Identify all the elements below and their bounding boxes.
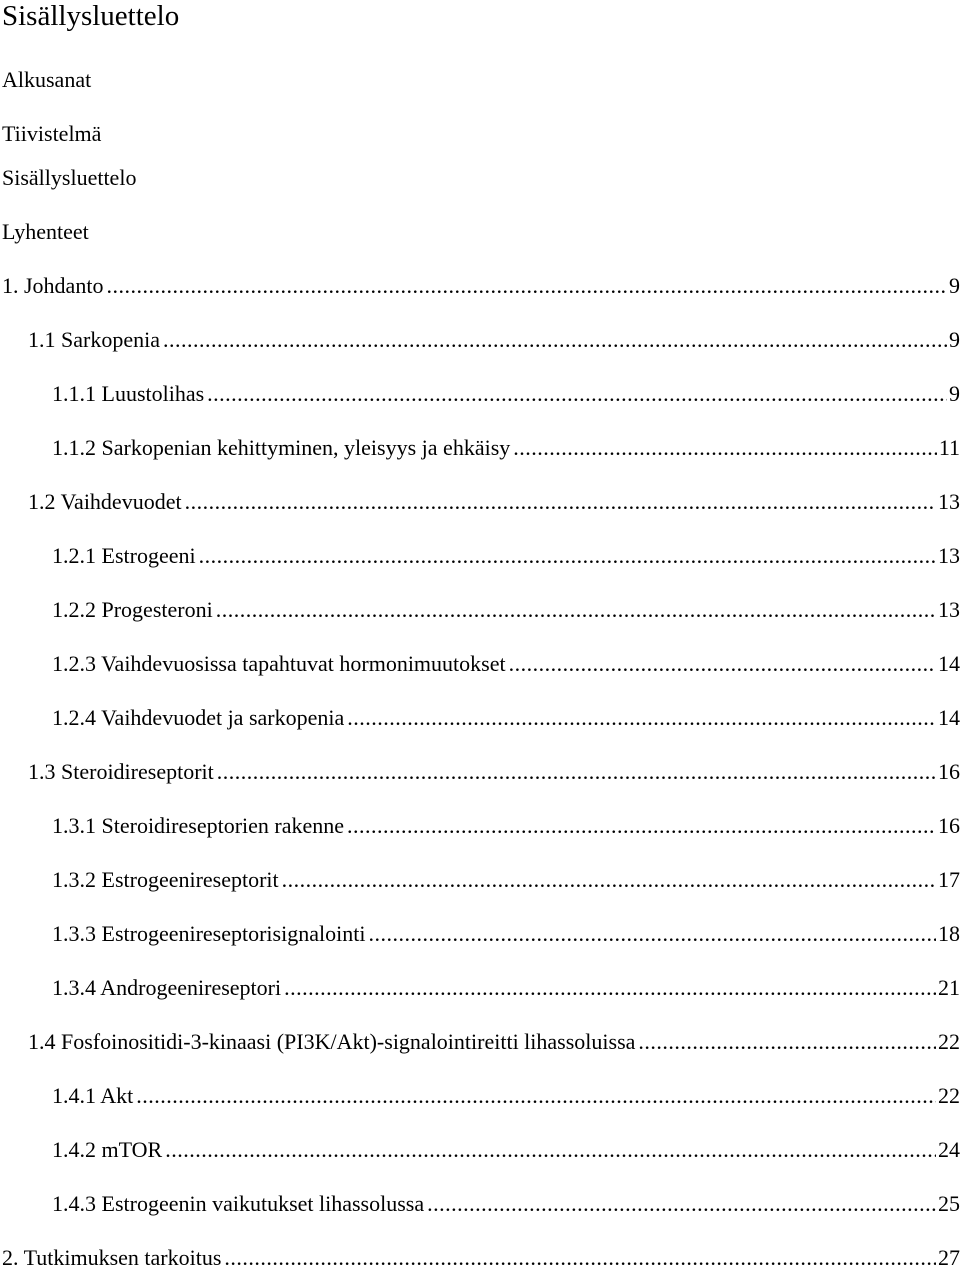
toc-entry[interactable] [52, 974, 960, 1002]
toc-entry[interactable] [2, 1244, 960, 1272]
toc-entry[interactable] [52, 1190, 960, 1218]
toc-entry-label: 1.2.4 Vaihdevuodet ja sarkopenia [52, 705, 345, 730]
toc-entry-label: 2. Tutkimuksen tarkoitus [2, 1245, 222, 1270]
toc-entry-label: 1.2 Vaihdevuodet [28, 489, 182, 514]
toc-entry-label: 1.2.3 Vaihdevuosissa tapahtuvat hormonimuutokset [52, 651, 506, 676]
dot-leader [347, 704, 936, 732]
toc-entry-label: 1.2.2 Progesteroni [52, 597, 213, 622]
toc-entry-page: 9 [949, 381, 960, 406]
toc-entry-page: 11 [938, 435, 960, 460]
toc-entry-label: 1.4 Fosfoinositidi-3-kinaasi (PI3K/Akt)-signalointireitti lihassoluissa [28, 1029, 636, 1054]
toc-entry-label: 1.3.1 Steroidireseptorien rakenne [52, 813, 345, 838]
toc-entry-label: 1.3.2 Estrogeenireseptorit [52, 867, 279, 892]
dot-leader [106, 272, 947, 300]
toc-entry-page: 9 [949, 327, 960, 352]
toc-entry-page: 22 [938, 1029, 960, 1054]
toc-entry-label: 1.4.1 Akt [52, 1083, 134, 1108]
dot-leader [509, 650, 936, 678]
dot-leader [217, 758, 936, 786]
toc-entry-label: 1.3.4 Androgeenireseptori [52, 975, 282, 1000]
toc-entry[interactable] [28, 488, 960, 516]
dot-leader [216, 596, 936, 624]
dot-leader [513, 434, 937, 462]
toc-entry-label: 1.2.1 Estrogeeni [52, 543, 196, 568]
toc-entry[interactable] [28, 326, 960, 354]
dot-leader [284, 974, 936, 1002]
dot-leader [224, 1244, 936, 1272]
toc-entry-page: 24 [938, 1137, 960, 1162]
toc-entry[interactable] [52, 542, 960, 570]
front-matter-item-lyhenteet: Lyhenteet [2, 219, 89, 244]
dot-leader [165, 1136, 936, 1164]
toc-entry-label: 1.1 Sarkopenia [28, 327, 160, 352]
toc-entry-page: 21 [938, 975, 960, 1000]
toc-entry-label: 1.3.3 Estrogeenireseptorisignalointi [52, 921, 366, 946]
dot-leader [163, 326, 947, 354]
toc-entry-page: 14 [938, 705, 960, 730]
dot-leader [199, 542, 936, 570]
toc-entry-page: 16 [938, 813, 960, 838]
toc-entry-page: 25 [938, 1191, 960, 1216]
front-matter-item-alkusanat: Alkusanat [2, 67, 92, 92]
toc-entry[interactable] [52, 812, 960, 840]
toc-entry-label: 1.3 Steroidireseptorit [28, 759, 214, 784]
toc-entry[interactable] [52, 1082, 960, 1110]
toc-entry[interactable] [52, 1136, 960, 1164]
toc-entry-page: 17 [938, 867, 960, 892]
toc-entry[interactable] [2, 272, 960, 300]
dot-leader [282, 866, 936, 894]
toc-entry-label: 1.4.3 Estrogeenin vaikutukset lihassolussa [52, 1191, 425, 1216]
page-title: Sisällysluettelo [2, 0, 180, 32]
toc-entry-page: 18 [938, 921, 960, 946]
dot-leader [185, 488, 936, 516]
toc-entry-page: 22 [938, 1083, 960, 1108]
toc-entry[interactable] [52, 380, 960, 408]
toc-entry[interactable] [52, 650, 960, 678]
toc-entry-page: 13 [938, 543, 960, 568]
toc-entry[interactable] [28, 758, 960, 786]
toc-entry-label: 1.1.1 Luustolihas [52, 381, 205, 406]
toc-entry[interactable] [52, 920, 960, 948]
dot-leader [638, 1028, 936, 1056]
dot-leader [136, 1082, 936, 1110]
dot-leader [368, 920, 936, 948]
toc-entry[interactable] [52, 596, 960, 624]
toc-entry-page: 13 [938, 597, 960, 622]
toc-entry-page: 27 [938, 1245, 960, 1270]
toc-entry-page: 13 [938, 489, 960, 514]
front-matter-item-tiivistelma: Tiivistelmä [2, 121, 102, 146]
front-matter-item-sisallysluettelo: Sisällysluettelo [2, 165, 137, 190]
toc-entry-page: 14 [938, 651, 960, 676]
toc-entry-label: 1.1.2 Sarkopenian kehittyminen, yleisyys ja ehkäisy [52, 435, 511, 460]
dot-leader [347, 812, 936, 840]
dot-leader [207, 380, 947, 408]
toc-entry-label: 1. Johdanto [2, 273, 104, 298]
toc-entry-page: 16 [938, 759, 960, 784]
toc-entry[interactable] [28, 1028, 960, 1056]
dot-leader [427, 1190, 936, 1218]
toc-entry[interactable] [52, 434, 960, 462]
toc-entry-label: 1.4.2 mTOR [52, 1137, 163, 1162]
toc-entry[interactable] [52, 704, 960, 732]
toc-entry-page: 9 [949, 273, 960, 298]
toc-entry[interactable] [52, 866, 960, 894]
